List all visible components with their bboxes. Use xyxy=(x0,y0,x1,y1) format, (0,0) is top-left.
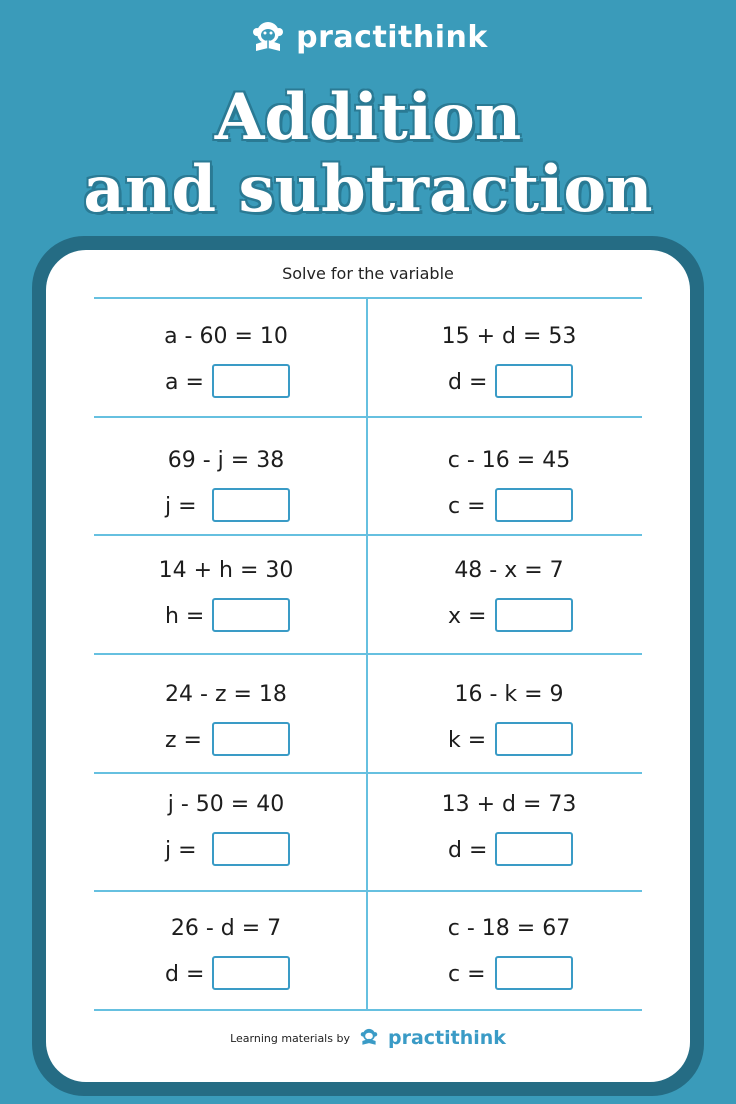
answer-label-8: k = xyxy=(448,728,487,753)
answer-label-11: d = xyxy=(165,962,205,987)
equation-10: 13 + d = 73 xyxy=(441,792,577,817)
grid-divider xyxy=(94,772,642,774)
answer-label-9: j = xyxy=(165,838,197,863)
answer-box-3[interactable] xyxy=(212,488,290,522)
equation-12: c - 18 = 67 xyxy=(447,916,571,941)
answer-label-12: c = xyxy=(448,962,486,987)
answer-box-12[interactable] xyxy=(495,956,573,990)
answer-box-8[interactable] xyxy=(495,722,573,756)
answer-box-5[interactable] xyxy=(212,598,290,632)
page-title-line2: and subtraction xyxy=(83,152,653,227)
answer-label-1: a = xyxy=(165,370,204,395)
answer-label-2: d = xyxy=(448,370,488,395)
answer-box-10[interactable] xyxy=(495,832,573,866)
answer-box-11[interactable] xyxy=(212,956,290,990)
equation-2: 15 + d = 53 xyxy=(441,324,577,349)
footer-credit-text: Learning materials by xyxy=(230,1031,350,1045)
grid-divider xyxy=(94,890,642,892)
footer-credit xyxy=(0,1026,736,1050)
answer-label-5: h = xyxy=(165,604,205,629)
equation-4: c - 16 = 45 xyxy=(447,448,571,473)
grid-divider xyxy=(94,416,642,418)
answer-box-6[interactable] xyxy=(495,598,573,632)
footer-brand-name: practithink xyxy=(387,1027,506,1049)
answer-box-4[interactable] xyxy=(495,488,573,522)
brand-header xyxy=(0,18,736,56)
grid-divider xyxy=(94,653,642,655)
page-title-line1: Addition xyxy=(214,80,522,155)
answer-box-1[interactable] xyxy=(212,364,290,398)
equation-9: j - 50 = 40 xyxy=(167,792,285,817)
monkey-logo-icon xyxy=(248,18,288,56)
answer-label-4: c = xyxy=(448,494,486,519)
equation-3: 69 - j = 38 xyxy=(167,448,285,473)
equation-8: 16 - k = 9 xyxy=(454,682,564,707)
brand-name: practithink xyxy=(296,19,488,55)
answer-box-2[interactable] xyxy=(495,364,573,398)
answer-box-9[interactable] xyxy=(212,832,290,866)
answer-label-7: z = xyxy=(165,728,202,753)
monkey-logo-small-icon xyxy=(358,1026,380,1050)
grid-divider xyxy=(94,1009,642,1011)
equation-6: 48 - x = 7 xyxy=(454,558,564,583)
answer-label-10: d = xyxy=(448,838,488,863)
answer-label-6: x = xyxy=(448,604,487,629)
equation-5: 14 + h = 30 xyxy=(158,558,294,583)
instruction-text: Solve for the variable xyxy=(282,264,454,283)
grid-divider xyxy=(94,534,642,536)
grid-column-divider xyxy=(366,298,368,1010)
equation-1: a - 60 = 10 xyxy=(164,324,288,349)
answer-box-7[interactable] xyxy=(212,722,290,756)
answer-label-3: j = xyxy=(165,494,197,519)
worksheet-card xyxy=(46,250,690,1082)
grid-divider xyxy=(94,297,642,299)
equation-7: 24 - z = 18 xyxy=(165,682,287,707)
equation-11: 26 - d = 7 xyxy=(170,916,282,941)
